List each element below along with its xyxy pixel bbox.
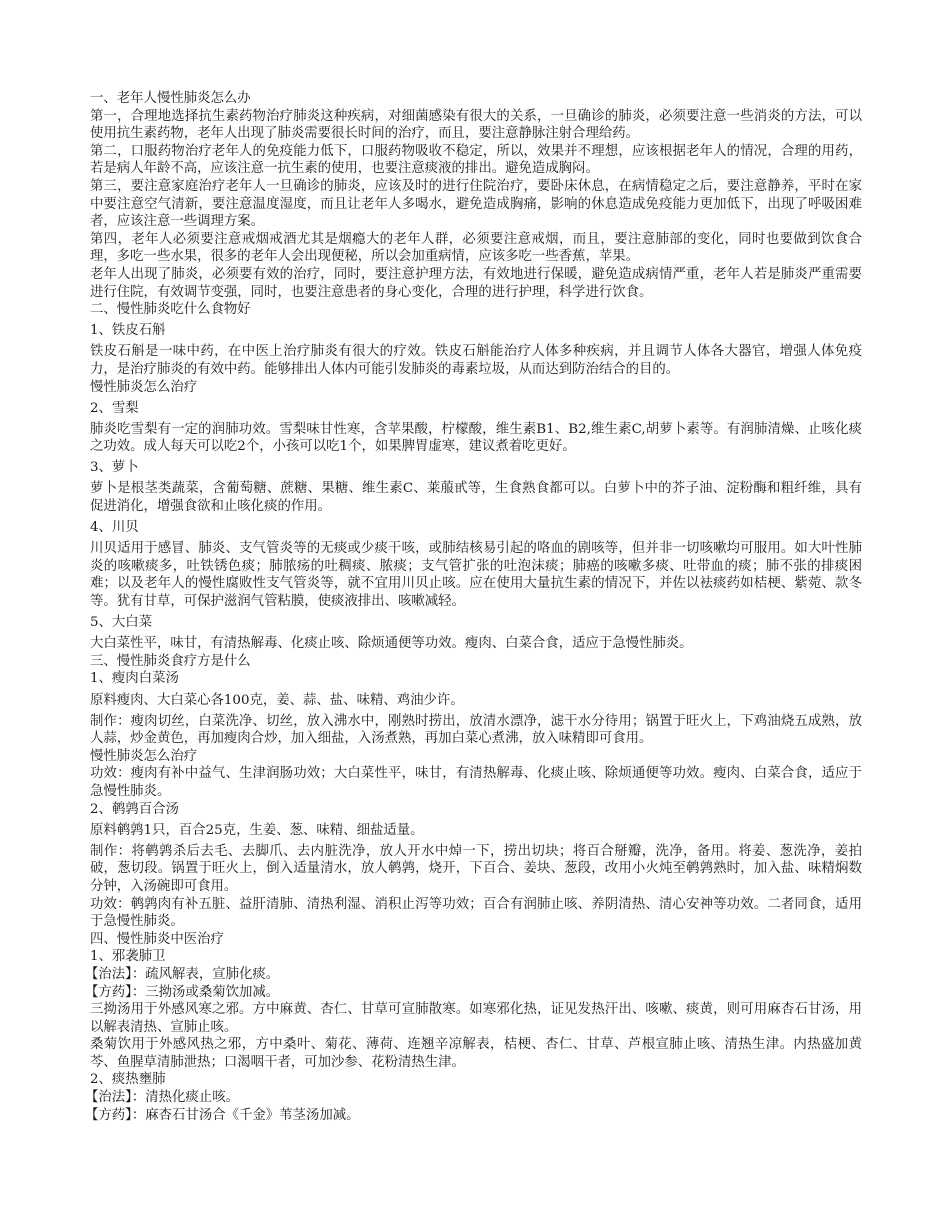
paragraph: 1、瘦肉白菜汤 — [90, 671, 179, 687]
paragraph: 【治法】：疏风解表，宣肺化痰。 — [85, 966, 280, 982]
paragraph: 慢性肺炎怎么治疗 — [90, 748, 198, 764]
paragraph: 【方药】：三拗汤或桑菊饮加减。 — [85, 984, 280, 1000]
paragraph: 功效：瘦肉有补中益气、生津润肠功效；大白菜性平，味甘，有清热解毒、化痰止咳、除烦通便等功效。瘦肉、白菜合食，适应于急慢性肺炎。 — [90, 766, 862, 799]
paragraph: 三、慢性肺炎食疗方是什么 — [90, 653, 251, 669]
paragraph: 四、慢性肺炎中医治疗 — [90, 931, 224, 947]
paragraph: 桑菊饮用于外感风热之邪，方中桑叶、菊花、薄荷、连翘辛凉解表，桔梗、杏仁、甘草、芦根宣肺止咳、清热生津。内热盛加黄芩、鱼腥草清肺泄热；口渴咽干者，可加沙参、花粉清热生津。 — [90, 1037, 862, 1070]
paragraph: 2、鹌鹑百合汤 — [90, 801, 179, 817]
paragraph: 萝卜是根茎类蔬菜，含葡萄糖、蔗糖、果糖、维生素C、莱菔甙等，生食熟食都可以。白萝卜中的芥子油、淀粉酶和粗纤维，具有促进消化，增强食欲和止咳化痰的作用。 — [90, 481, 862, 515]
paragraph: 铁皮石斛是一味中药，在中医上治疗肺炎有很大的疗效。铁皮石斛能治疗人体多种疾病，并且调节人体各大器官，增强人体免疫力，是治疗肺炎的有效中药。能够排出人体内可能引发肺炎的毒素垃圾，从而达到防治结合的目的。 — [90, 344, 862, 377]
paragraph: 制作：将鹌鹑杀后去毛、去脚爪、去内脏洗净，放人开水中焯一下，捞出切块；将百合掰瓣，洗净，备用。将姜、葱洗净，姜拍破，葱切段。锅置于旺火上，倒入适量清水，放人鹌鹑，烧开，下百合、姜块、葱段，改用小火炖至鹌鹑熟时，加入盐、味精焖数分钟，入汤碗即可食用。 — [90, 843, 862, 894]
paragraph: 老年人出现了肺炎，必须要有效的治疗，同时，要注意护理方法，有效地进行保暖，避免造成病情严重，老年人若是肺炎严重需要进行住院，有效调节变强，同时，也要注意患者的身心变化，合理的进行护理，科学进行饮食。 — [90, 266, 862, 300]
paragraph: 第二，口服药物治疗老年人的免疫能力低下，口服药物吸收不稳定，所以，效果并不理想，应该根据老年人的情况，合理的用药，若是病人年龄不高，应该注意一抗生素的使用，也要注意痰液的排出。避免造成胸闷。 — [90, 143, 862, 177]
paragraph: 二、慢性肺炎吃什么食物好 — [90, 302, 251, 318]
paragraph: 功效：鹌鹑肉有补五脏、益肝清肺、清热利湿、消积止泻等功效；百合有润肺止咳、养阴清热、清心安神等功效。二者同食，适用于急慢性肺炎。 — [90, 896, 862, 930]
paragraph: 1、邪袭肺卫 — [90, 949, 166, 965]
paragraph: 【治法】：清热化痰止咳。 — [85, 1090, 239, 1106]
paragraph: 【方药】：麻杏石甘汤合《千金》苇茎汤加减。 — [85, 1107, 360, 1123]
paragraph: 制作：瘦肉切丝，白菜洗净、切丝，放入沸水中，刚熟时捞出，放清水漂净，滤干水分待用；锅置于旺火上，下鸡油烧五成熟，放人蒜，炒金黄色，再加瘦肉合炒，加入细盐，入汤煮熟，再加白菜心煮沸，放入味精即可食用。 — [90, 713, 862, 747]
paragraph: 原料瘦肉、大白菜心各100克，姜、蒜、盐、味精、鸡油少许。 — [90, 692, 464, 708]
paragraph: 一、老年人慢性肺炎怎么办 — [90, 91, 251, 106]
paragraph: 5、大白菜 — [90, 615, 153, 631]
paragraph: 大白菜性平，味甘，有清热解毒、化痰止咳、除烦通便等功效。瘦肉、白菜合食，适应于急慢性肺炎。 — [90, 636, 693, 652]
paragraph: 原料鹌鹑1只，百合25克，生姜、葱、味精、细盐适量。 — [90, 822, 424, 838]
paragraph: 肺炎吃雪梨有一定的润肺功效。雪梨味甘性寒，含苹果酸，柠檬酸，维生素B1、B2,维生素C,胡萝卜素等。有润肺清燥、止咳化痰之功效。成人每天可以吃2个，小孩可以吃1个，如果脾胃虚寒，建议煮着吃更好。 — [90, 421, 862, 455]
paragraph: 慢性肺炎怎么治疗 — [90, 379, 198, 395]
paragraph: 三拗汤用于外感风寒之邪。方中麻黄、杏仁、甘草可宣肺散寒。如寒邪化热，证见发热汗出、咳嗽、痰黄，则可用麻杏石甘汤，用以解表清热、宣肺止咳。 — [90, 1002, 862, 1035]
document-body — [85, 90, 862, 1124]
paragraph: 第三，要注意家庭治疗老年人一旦确诊的肺炎，应该及时的进行住院治疗，要卧床休息，在病情稳定之后，要注意静养，平时在家中要注意空气清新，要注意温度湿度，而且让老年人多喝水，避免造成胸痛，影响的休息造成免疫能力更加低下，出现了呼吸困难者，应该注意一些调理方案。 — [90, 178, 862, 230]
paragraph: 1、铁皮石斛 — [90, 323, 166, 339]
paragraph: 4、川贝 — [90, 520, 139, 536]
paragraph: 3、萝卜 — [90, 460, 139, 476]
paragraph: 2、痰热壅肺 — [90, 1072, 166, 1088]
paragraph: 第一，合理地选择抗生素药物治疗肺炎这种疾病，对细菌感染有很大的关系，一旦确诊的肺炎，必须要注意一些消炎的方法，可以使用抗生素药物，老年人出现了肺炎需要很长时间的治疗，而且，要注意静脉注射合理给药。 — [90, 108, 862, 142]
paragraph: 川贝适用于感冒、肺炎、支气管炎等的无痰或少痰干咳，或肺结核易引起的咯血的剧咳等，但并非一切咳嗽均可服用。如大叶性肺炎的咳嗽痰多，吐铁锈色痰；肺脓疡的吐稠痰、脓痰；支气管扩张的吐泡沫痰；肺癌的咳嗽多痰、吐带血的痰；肺不张的排痰困难；以及老年人的慢性腐败性支气管炎等，就不宜用川贝止咳。应在使用大量抗生素的情况下，并佐以袪痰药如桔梗、紫菀、款冬等。犹有甘草，可保护滋润气管粘膜，使痰液排出、咳嗽减轻。 — [90, 541, 862, 610]
paragraph: 2、雪梨 — [90, 400, 139, 416]
paragraph: 第四，老年人必须要注意戒烟戒酒尤其是烟瘾大的老年人群，必须要注意戒烟，而且，要注意肺部的变化，同时也要做到饮食合理，多吃一些水果，很多的老年人会出现便秘，所以会加重病情，应该多吃一些香蕉，苹果。 — [90, 231, 862, 265]
